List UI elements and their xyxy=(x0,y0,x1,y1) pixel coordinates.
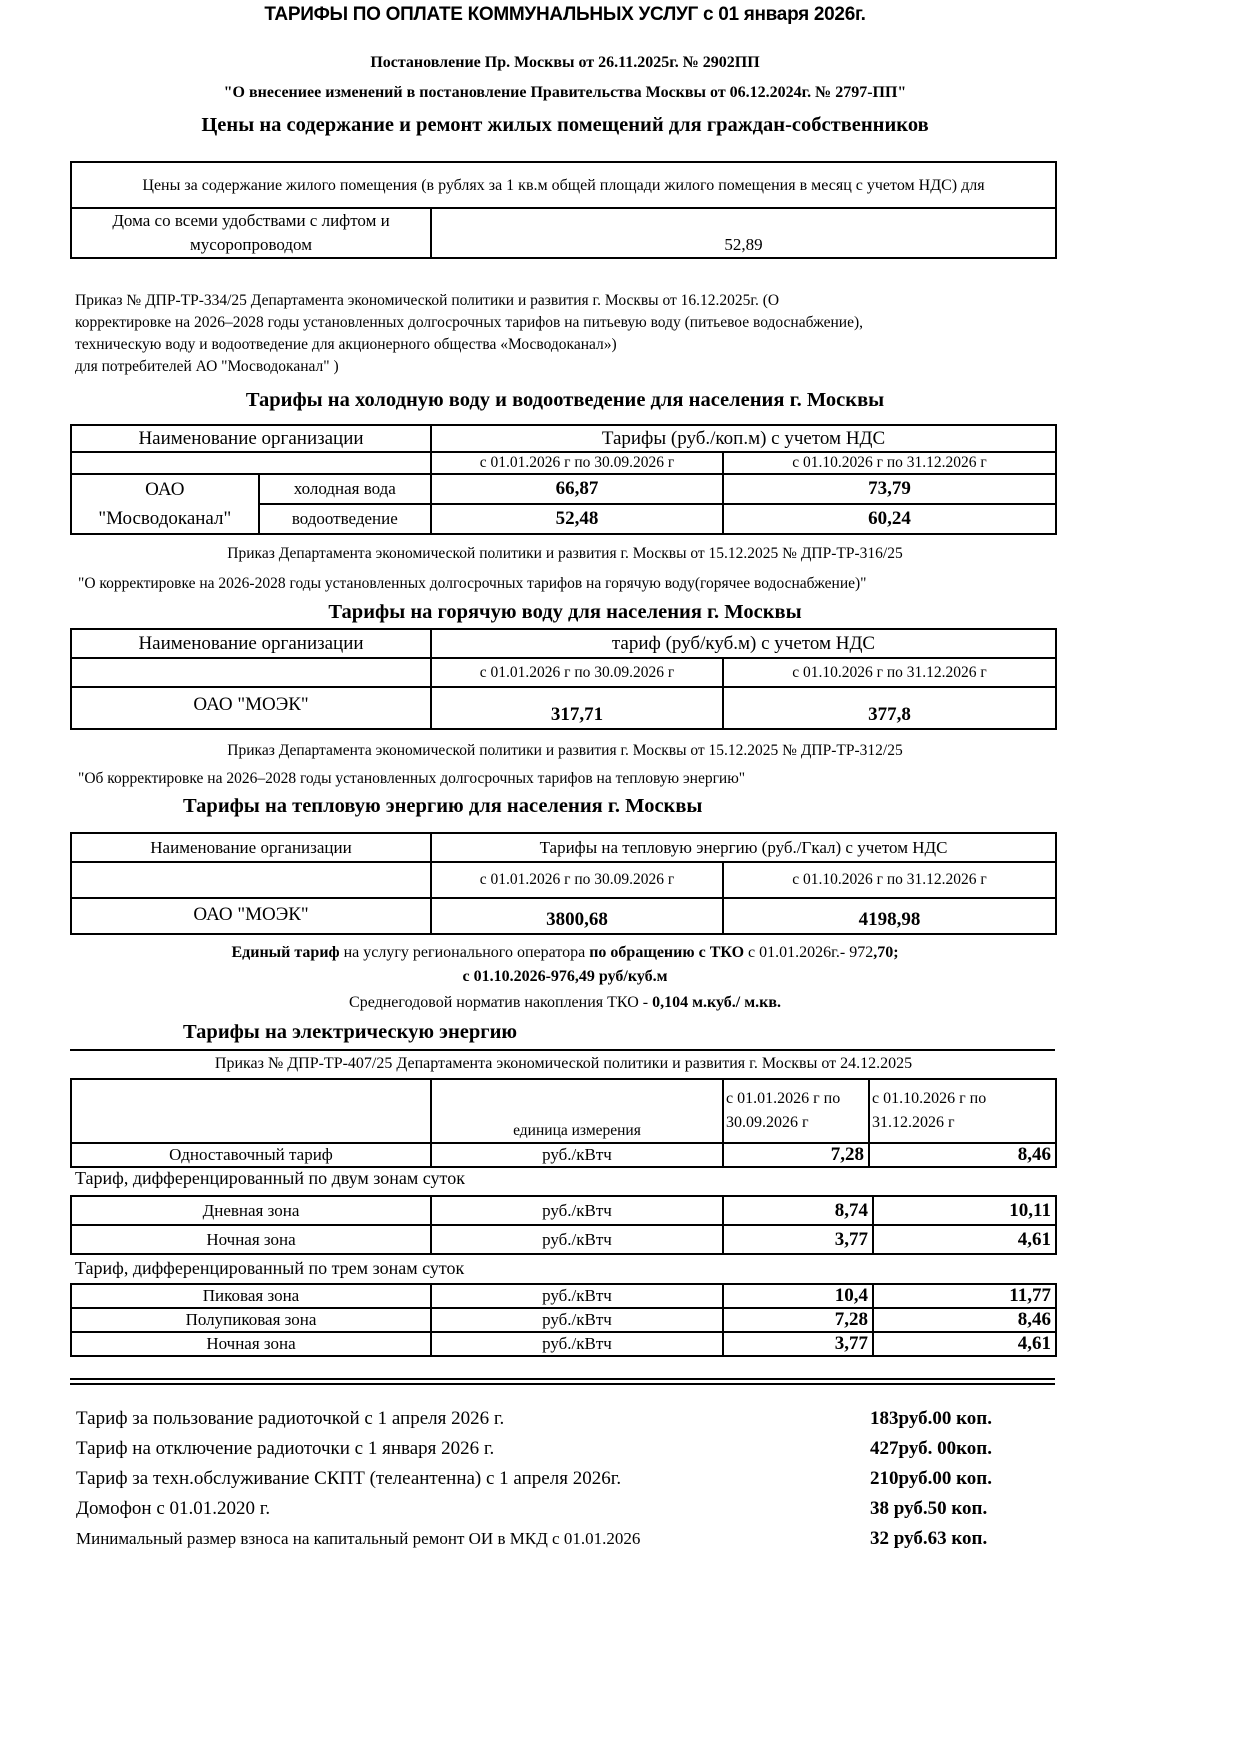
hot-water-table xyxy=(70,628,1057,730)
tko-line-2: с 01.10.2026-976,49 руб/куб.м xyxy=(462,968,668,985)
col-org: Наименование организации xyxy=(71,425,431,452)
divider xyxy=(70,1049,1055,1051)
period-2: с 01.10.2026 г по 31.12.2026 г xyxy=(869,1079,1056,1143)
col-tariff: тариф (руб/куб.м) с учетом НДС xyxy=(431,629,1056,658)
misc-intercom: Домофон с 01.01.2020 г. 38 руб.50 коп. xyxy=(76,1498,988,1519)
heat-p1: 3800,68 xyxy=(431,898,723,934)
hot-water-order-2: "О корректировке на 2026-2028 годы установленных долгосрочных тарифов на горячую воду(горячее водоснабжение)" xyxy=(78,575,867,592)
cold-water-order: Приказ № ДПР-ТР-334/25 Департамента экономической политики и развития г. Москвы от 16.12.2025г. (О корректировке на 2026–2028 годы установленных долгосрочных тарифов на питьевую воду (питьевое водоснабжение), техническую воду и водоотведение для акционерного общества «Мосводоканал») для потребителей АО "Мосводоканал" ) xyxy=(75,292,863,375)
col-tariff: Тарифы (руб./коп.м) с учетом НДС xyxy=(431,425,1056,452)
tko-line-1: Единый тариф на услугу регионального оператора по обращению с ТКО с 01.01.2026г.- 972,70; xyxy=(231,944,899,961)
hot-water-p2: 377,8 xyxy=(723,687,1056,729)
single-p1: 7,28 xyxy=(723,1143,869,1167)
two-zone-table xyxy=(70,1195,1057,1255)
heat-order-2: "Об корректировке на 2026–2028 годы установленных долгосрочных тарифов на тепловую энергию" xyxy=(78,770,746,787)
housing-row-label: Дома со всеми удобствами с лифтом и мусоропроводом xyxy=(71,208,431,258)
table-row: Ночная зона руб./кВтч 3,77 4,61 xyxy=(71,1332,1056,1356)
table-row: Пиковая зона руб./кВтч 10,4 11,77 xyxy=(71,1284,1056,1308)
service-cold-water: холодная вода xyxy=(259,474,431,504)
table-row: Дневная зона руб./кВтч 8,74 10,11 xyxy=(71,1196,1056,1225)
table-row: Полупиковая зона руб./кВтч 7,28 8,46 xyxy=(71,1308,1056,1332)
cold-water-heading: Тарифы на холодную воду и водоотведение для населения г. Москвы xyxy=(245,389,885,411)
page-title: ТАРИФЫ ПО ОПЛАТЕ КОММУНАЛЬНЫХ УСЛУГ с 01 января 2026г. xyxy=(264,4,866,25)
period-1: с 01.01.2026 г по 30.09.2026 г xyxy=(431,452,723,474)
cold-water-p1: 66,87 xyxy=(431,474,723,504)
period-2: с 01.10.2026 г по 31.12.2026 г xyxy=(723,658,1056,687)
hot-water-order-1: Приказ Департамента экономической политики и развития г. Москвы от 15.12.2025 № ДПР-ТР-316/25 xyxy=(227,545,903,562)
period-2: с 01.10.2026 г по 31.12.2026 г xyxy=(723,452,1056,474)
col-org: Наименование организации xyxy=(71,629,431,658)
col-tariff: Тарифы на тепловую энергию (руб./Гкал) с учетом НДС xyxy=(431,833,1056,862)
three-zone-table xyxy=(70,1283,1057,1357)
single-p2: 8,46 xyxy=(869,1143,1056,1167)
decree-line-1: Постановление Пр. Москвы от 26.11.2025г. № 2902ПП xyxy=(370,54,760,71)
single-rate-label: Одноставочный тариф xyxy=(71,1143,431,1167)
housing-table-header: Цены за содержание жилого помещения (в рублях за 1 кв.м общей площади жилого помещения в месяц с учетом НДС) для xyxy=(71,162,1056,208)
period-2: с 01.10.2026 г по 31.12.2026 г xyxy=(723,862,1056,898)
org-mosvodokanal: ОАО "Мосводоканал" xyxy=(71,474,259,534)
period-1: с 01.01.2026 г по 30.09.2026 г xyxy=(431,862,723,898)
org-moek: ОАО "МОЭК" xyxy=(71,687,431,729)
heat-order-1: Приказ Департамента экономической политики и развития г. Москвы от 15.12.2025 № ДПР-ТР-312/25 xyxy=(227,742,903,759)
period-1: с 01.01.2026 г по 30.09.2026 г xyxy=(723,1079,869,1143)
col-org: Наименование организации xyxy=(71,833,431,862)
electricity-order: Приказ № ДПР-ТР-407/25 Департамента экономической политики и развития г. Москвы от 24.12.2025 xyxy=(214,1055,913,1072)
tko-line-3: Среднегодовой норматив накопления ТКО - 0,104 м.куб./ м.кв. xyxy=(349,994,781,1011)
cold-water-table xyxy=(70,424,1057,535)
decree-line-2: "О внесениее изменений в постановление Правительства Москвы от 06.12.2024г. № 2797-ПП" xyxy=(223,84,907,101)
misc-radio-disconnect: Тариф на отключение радиоточки с 1 января 2026 г. 427руб. 00коп. xyxy=(76,1438,992,1459)
table-row: Ночная зона руб./кВтч 3,77 4,61 xyxy=(71,1225,1056,1254)
hot-water-heading: Тарифы на горячую воду для населения г. Москвы xyxy=(328,601,802,623)
misc-capital-repair: Минимальный размер взноса на капитальный ремонт ОИ в МКД с 01.01.2026 32 руб.63 коп. xyxy=(76,1528,988,1549)
heat-table xyxy=(70,832,1057,935)
org-moek: ОАО "МОЭК" xyxy=(71,898,431,934)
col-unit: единица измерения xyxy=(431,1079,723,1143)
sewerage-p2: 60,24 xyxy=(723,504,1056,534)
housing-row-value: 52,89 xyxy=(431,208,1056,258)
heat-p2: 4198,98 xyxy=(723,898,1056,934)
table-row xyxy=(71,1143,1056,1167)
heat-heading: Тарифы на тепловую энергию для населения г. Москвы xyxy=(183,795,703,817)
double-divider-top xyxy=(70,1378,1055,1380)
period-1: с 01.01.2026 г по 30.09.2026 г xyxy=(431,658,723,687)
electricity-header-table xyxy=(70,1078,1057,1168)
two-zone-caption: Тариф, дифференцированный по двум зонам суток xyxy=(75,1168,465,1188)
three-zone-caption: Тариф, дифференцированный по трем зонам суток xyxy=(75,1258,465,1278)
double-divider-bottom xyxy=(70,1383,1055,1385)
housing-heading: Цены на содержание и ремонт жилых помещений для граждан-собственников xyxy=(201,114,929,136)
housing-table xyxy=(70,161,1057,259)
service-sewerage: водоотведение xyxy=(259,504,431,534)
hot-water-p1: 317,71 xyxy=(431,687,723,729)
misc-radio-use: Тариф за пользование радиоточкой с 1 апреля 2026 г. 183руб.00 коп. xyxy=(76,1408,992,1429)
unit: руб./кВтч xyxy=(431,1143,723,1167)
cold-water-p2: 73,79 xyxy=(723,474,1056,504)
misc-antenna: Тариф за техн.обслуживание СКПТ (телеантенна) с 1 апреля 2026г. 210руб.00 коп. xyxy=(76,1468,992,1489)
sewerage-p1: 52,48 xyxy=(431,504,723,534)
electricity-heading: Тарифы на электрическую энергию xyxy=(183,1021,518,1043)
